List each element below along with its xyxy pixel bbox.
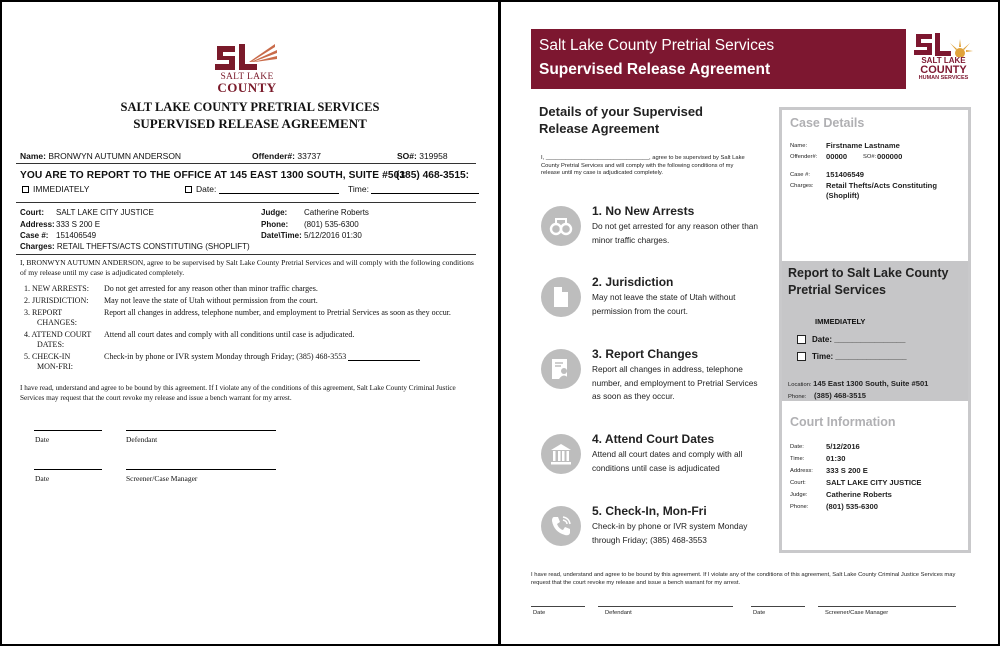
divider xyxy=(16,163,476,164)
condition-attend-court xyxy=(541,432,766,492)
case-number-row xyxy=(790,170,865,179)
date-blank[interactable] xyxy=(219,185,339,194)
condition-desc-text: Check-in by phone or IVR system Monday through Friday; (385) 468-3553 xyxy=(104,352,347,361)
phone-value: (801) 535-6300 xyxy=(826,502,878,511)
address-label: Address: xyxy=(20,220,55,229)
offender-label: Offender#: xyxy=(252,151,295,161)
defendant-caption: Defendant xyxy=(126,435,158,444)
condition-desc: Check-in by phone or IVR system Monday through Friday; (385) 468-3553 xyxy=(592,521,748,545)
time-label: Time: xyxy=(790,456,805,462)
court-label: Court: xyxy=(790,480,806,486)
checkin-blank[interactable] xyxy=(348,352,420,361)
court-info-heading: Court Information xyxy=(790,415,896,429)
datetime-value: 5/12/2016 01:30 xyxy=(304,231,362,240)
time-label: Time: xyxy=(348,184,369,194)
condition-desc: Attend all court dates and comply with all conditions until case is adjudicated xyxy=(592,449,743,473)
name-value: BRONWYN AUTUMN ANDERSON xyxy=(48,151,182,161)
so-value: 000000 xyxy=(877,152,903,161)
name-label: Name: xyxy=(790,143,808,149)
immediately-label: IMMEDIATELY xyxy=(33,184,90,194)
address-value: 333 S 200 E xyxy=(826,466,868,475)
report-heading: Report to Salt Lake County Pretrial Services xyxy=(788,266,949,297)
court-label: Court: xyxy=(20,208,44,217)
condition-5 xyxy=(24,352,479,372)
condition-report-changes xyxy=(541,347,766,411)
offender-value: 33737 xyxy=(297,151,321,161)
offender-field xyxy=(252,151,321,161)
so-field xyxy=(397,151,448,161)
redesigned-agreement-form xyxy=(499,0,1000,646)
date-caption: Date xyxy=(753,610,766,616)
courthouse-icon xyxy=(541,434,581,474)
human-services-logo xyxy=(906,29,981,89)
condition-desc: May not leave the state of Utah without permission from the court. xyxy=(104,296,318,305)
condition-title: 3. Report Changes xyxy=(592,347,699,361)
court-phone-row xyxy=(790,502,878,511)
case-name-row xyxy=(790,141,900,150)
condition-name: 4. ATTEND COURT DATES: xyxy=(24,330,92,349)
banner-title: Supervised Release Agreement xyxy=(539,61,771,78)
judge-label: Judge: xyxy=(790,492,808,498)
condition-desc: May not leave the state of Utah without permission from the court. xyxy=(592,292,736,316)
immediately-option[interactable] xyxy=(22,184,89,194)
court-address-row xyxy=(790,466,868,475)
header-banner xyxy=(531,29,970,89)
report-to-panel xyxy=(782,261,968,401)
phone-value: (801) 535-6300 xyxy=(304,220,359,229)
banner-agency: Salt Lake County Pretrial Services xyxy=(539,37,775,54)
condition-check-in xyxy=(541,504,766,564)
name-label: Name: xyxy=(20,151,46,161)
logo-text-salt-lake: SALT LAKE xyxy=(220,72,274,82)
court-value: SALT LAKE CITY JUSTICE xyxy=(826,478,922,487)
date-checkbox[interactable] xyxy=(185,186,192,193)
judge-value: Catherine Roberts xyxy=(304,208,369,217)
date-line: Date: ________________ xyxy=(812,335,906,344)
charges-value: RETAIL THEFTS/ACTS CONSTITUTING (SHOPLIFT) xyxy=(56,242,250,251)
signature-line-date[interactable] xyxy=(34,469,102,470)
report-phone-row xyxy=(788,391,866,400)
condition-title: 5. Check-In, Mon-Fri xyxy=(592,504,707,518)
charges-label: Charges: xyxy=(20,242,55,251)
condition-desc: Do not get arrested for any reason other than minor traffic charges. xyxy=(592,221,759,245)
case-details-heading: Case Details xyxy=(790,116,865,130)
charges-value: Retail Thefts/Acts Constituting (Shoplift) xyxy=(826,181,937,200)
details-heading: Details of your Supervised Release Agreement xyxy=(539,104,703,136)
agreement-intro: I, ________________________________, agree to be supervised by Salt Lake County Pretrial Services and will comply with the following conditions of my release until my case is adjudicated completely. xyxy=(541,155,745,176)
form-title: SUPERVISED RELEASE AGREEMENT xyxy=(133,116,367,131)
court-field xyxy=(20,208,154,217)
so-label: SO#: xyxy=(863,154,877,160)
time-option[interactable] xyxy=(797,352,907,361)
report-phone: (385) 468-3515: xyxy=(396,170,470,181)
utah-map-icon xyxy=(541,277,581,317)
datetime-label: Date\Time: xyxy=(261,231,302,240)
case-label: Case #: xyxy=(790,172,810,178)
court-time-row xyxy=(790,454,846,463)
so-label: SO#: xyxy=(397,151,417,161)
condition-desc xyxy=(104,352,478,362)
signature-line-screener[interactable] xyxy=(126,469,276,470)
name-value: Firstname Lastname xyxy=(826,141,900,150)
condition-desc: Attend all court dates and comply with all conditions until case is adjudicated. xyxy=(104,330,355,339)
acknowledgment: I have read, understand and agree to be bound by this agreement. If I violate any of the conditions of this agreement, Salt Lake County Criminal Justice Services may request that the court revoke my release and issue a bench warrant for my arrest. xyxy=(531,572,956,586)
date-option[interactable] xyxy=(185,184,339,194)
condition-1 xyxy=(24,284,479,295)
logo-text-salt-lake: SALT LAKE xyxy=(921,56,966,65)
address-value: 333 S 200 E xyxy=(56,220,101,229)
location-row xyxy=(788,379,928,388)
signature-line-date[interactable] xyxy=(751,606,805,607)
condition-name: 5. CHECK-IN MON-FRI: xyxy=(24,352,74,371)
location-value: 145 East 1300 South, Suite #501 xyxy=(813,379,929,388)
signature-line-date[interactable] xyxy=(531,606,585,607)
datetime-field xyxy=(261,231,362,240)
handcuffs-icon xyxy=(541,206,581,246)
court-value: SALT LAKE CITY JUSTICE xyxy=(56,208,154,217)
judge-label: Judge: xyxy=(261,208,288,217)
acknowledgment: I have read, understand and agree to be bound by this agreement. If I violate any of the conditions of this agreement, Salt Lake County Criminal Justice Services may request that the court revoke my release and issue a bench warrant for my arrest. xyxy=(20,384,456,402)
defendant-caption: Defendant xyxy=(605,610,632,616)
side-panel xyxy=(779,107,971,553)
court-name-row xyxy=(790,478,922,487)
time-line: Time: ________________ xyxy=(812,352,907,361)
logo-text-county: COUNTY xyxy=(217,80,277,95)
address-field xyxy=(20,220,101,229)
court-date-row xyxy=(790,442,860,451)
address-label: Address: xyxy=(790,468,813,474)
divider xyxy=(16,202,476,203)
time-blank[interactable] xyxy=(371,185,479,194)
date-label: Date: xyxy=(790,444,804,450)
immediately-label: IMMEDIATELY xyxy=(815,317,866,326)
condition-name: 1. NEW ARRESTS: xyxy=(24,284,89,293)
date-caption: Date xyxy=(35,435,50,444)
county-logo xyxy=(214,42,280,94)
signature-line-screener[interactable] xyxy=(818,606,956,607)
case-offender-row xyxy=(790,152,903,161)
logo-text-county: COUNTY xyxy=(920,64,967,76)
condition-4 xyxy=(24,330,479,350)
condition-jurisdiction xyxy=(541,275,766,335)
case-field xyxy=(20,231,97,240)
case-value: 151406549 xyxy=(826,170,865,179)
signature-line-date[interactable] xyxy=(34,430,102,431)
condition-desc: Report all changes in address, telephone number, and employment to Pretrial Services as soon as they occur. xyxy=(104,308,451,317)
judge-field xyxy=(261,208,369,217)
condition-title: 1. No New Arrests xyxy=(592,204,695,218)
condition-3 xyxy=(24,308,479,330)
logo-text-human-services: HUMAN SERVICES xyxy=(918,75,969,81)
time-checkbox[interactable] xyxy=(797,352,806,361)
time-value: 01:30 xyxy=(826,454,846,463)
date-option[interactable] xyxy=(797,335,905,344)
condition-desc: Report all changes in address, telephone number, and employment to Pretrial Services as soon as they occur. xyxy=(592,364,758,401)
charges-label: Charges: xyxy=(790,183,814,189)
screener-caption: Screener/Case Manager xyxy=(825,610,889,616)
phone-label: Phone: xyxy=(261,220,289,229)
signature-line-defendant[interactable] xyxy=(598,606,733,607)
condition-2 xyxy=(24,296,479,307)
phone-field xyxy=(261,220,359,229)
immediately-checkbox[interactable] xyxy=(22,186,29,193)
offender-label: Offender#: xyxy=(790,154,818,160)
report-instruction: YOU ARE TO REPORT TO THE OFFICE AT 145 EAST 1300 SOUTH, SUITE #501 xyxy=(20,170,406,181)
time-field[interactable] xyxy=(348,184,479,194)
condition-name: 3. REPORT CHANGES: xyxy=(24,308,78,327)
name-field xyxy=(20,151,181,161)
date-caption: Date xyxy=(533,610,546,616)
date-label: Date: xyxy=(196,184,217,194)
court-judge-row xyxy=(790,490,892,499)
sl-monogram-icon xyxy=(914,31,974,57)
condition-no-new-arrests xyxy=(541,204,766,264)
offender-value: 00000 xyxy=(826,152,848,161)
case-label: Case #: xyxy=(20,231,49,240)
phone-value: (385) 468-3515 xyxy=(814,391,866,400)
condition-title: 4. Attend Court Dates xyxy=(592,432,715,446)
contact-card-icon xyxy=(541,349,581,389)
condition-name: 2. JURISDICTION: xyxy=(24,296,89,305)
screener-caption: Screener/Case Manager xyxy=(126,474,198,483)
phone-label: Phone: xyxy=(788,394,807,400)
charges-field xyxy=(20,242,250,251)
judge-value: Catherine Roberts xyxy=(826,490,892,499)
phone-label: Phone: xyxy=(790,504,809,510)
so-value: 319958 xyxy=(419,151,448,161)
agency-title: SALT LAKE COUNTY PRETRIAL SERVICES xyxy=(120,100,380,114)
agreement-intro: I, BRONWYN AUTUMN ANDERSON, agree to be supervised by Salt Lake County Pretrial Services and will comply with the following conditions of my release until my case is adjudicated completely. xyxy=(20,258,474,277)
divider xyxy=(16,254,476,255)
date-caption: Date xyxy=(35,474,50,483)
date-checkbox[interactable] xyxy=(797,335,806,344)
sl-monogram-icon xyxy=(215,42,279,72)
case-value: 151406549 xyxy=(56,231,97,240)
location-label: Location: xyxy=(788,382,812,388)
phone-icon xyxy=(541,506,581,546)
signature-line-defendant[interactable] xyxy=(126,430,276,431)
condition-desc: Do not get arrested for any reason other than minor traffic charges. xyxy=(104,284,318,293)
date-value: 5/12/2016 xyxy=(826,442,860,451)
condition-title: 2. Jurisdiction xyxy=(592,275,674,289)
case-charges-row xyxy=(790,181,937,200)
